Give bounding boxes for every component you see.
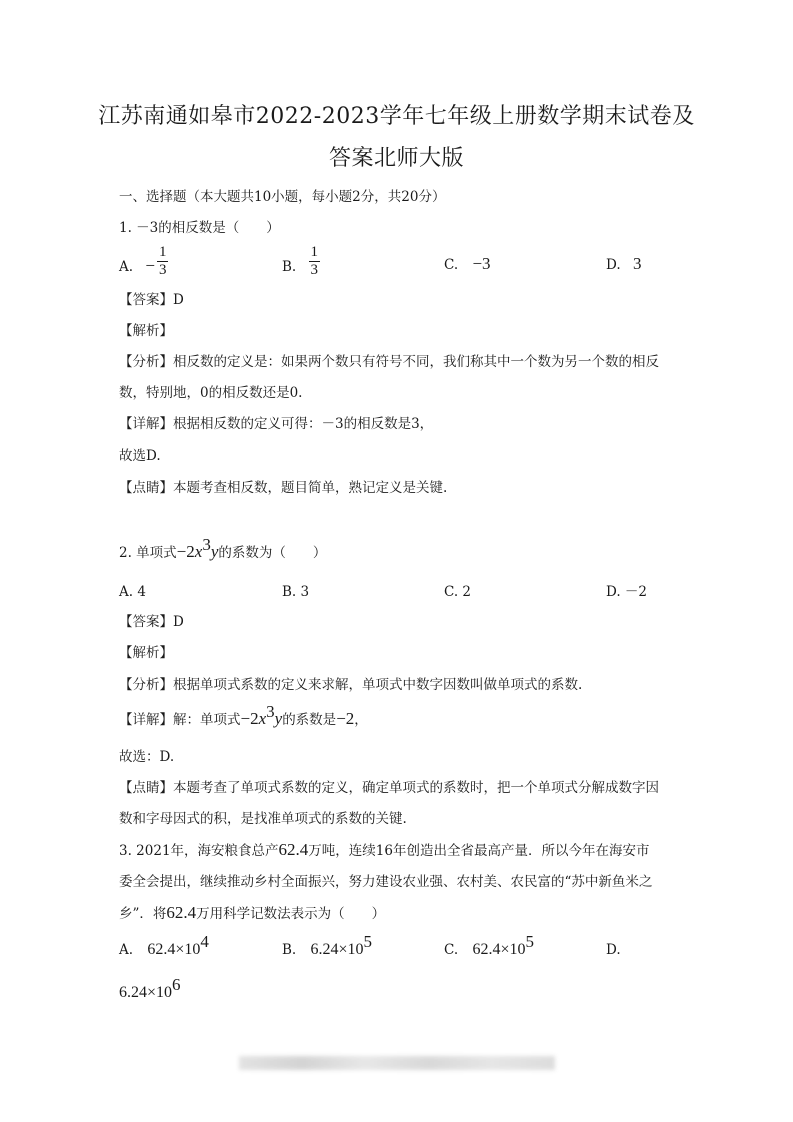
q2-stem-suffix: 的系数为（ ） xyxy=(218,545,327,561)
q3-line-1-number: 62.4 xyxy=(278,840,309,859)
q1-option-a-fraction xyxy=(157,244,169,279)
blurred-watermark xyxy=(239,1056,555,1070)
q2-analysis-heading: 【解析】 xyxy=(119,645,173,661)
q2-detail-coefficient: −2 xyxy=(240,709,259,728)
q2-detail xyxy=(119,702,368,728)
q1-option-b-fraction xyxy=(309,244,321,279)
q2-detail-value: −2 xyxy=(336,709,355,728)
q3-option-c-base: 62.4×10 xyxy=(472,941,526,958)
q2-stem xyxy=(119,535,327,561)
q3-option-d-value xyxy=(119,975,181,1001)
q2-option-a: A. 4 xyxy=(119,584,146,600)
q2-detail-var-y: y xyxy=(274,709,283,728)
q3-line-3 xyxy=(119,905,385,922)
q3-option-c-exponent: 5 xyxy=(525,932,534,951)
q1-analysis-line-2: 数，特别地，0的相反数还是0. xyxy=(119,385,303,401)
q2-detail-exponent: 3 xyxy=(266,702,275,721)
q1-detail: 【详解】根据相反数的定义可得：－3的相反数是3， xyxy=(119,416,434,432)
q1-option-b xyxy=(282,244,320,279)
section-heading: 一、选择题（本大题共10小题，每小题2分，共20分） xyxy=(119,189,446,205)
q1-option-d-value: 3 xyxy=(632,254,642,273)
q2-analysis: 【分析】根据单项式系数的定义来求解，单项式中数字因数叫做单项式的系数. xyxy=(119,677,583,693)
q1-option-a-denominator: 3 xyxy=(158,262,167,278)
q1-option-b-label: B. xyxy=(282,259,297,275)
q2-answer: 【答案】D xyxy=(119,614,184,630)
q1-option-d-label: D. xyxy=(606,257,621,273)
q1-option-c-label: C. xyxy=(444,257,459,273)
q3-option-a-exponent: 4 xyxy=(200,932,209,951)
q2-option-b: B. 3 xyxy=(282,584,310,600)
q3-line-1-prefix: 3. 2021年，海安粮食总产 xyxy=(119,843,279,859)
q2-option-c: C. 2 xyxy=(444,584,472,600)
q3-option-d-base: 6.24×10 xyxy=(119,984,173,1001)
q2-detail-var-x: x xyxy=(258,709,267,728)
q2-detail-suffix: ， xyxy=(354,712,368,728)
q2-option-d: D. －2 xyxy=(606,584,648,600)
q2-stem-prefix: 2. 单项式 xyxy=(119,545,177,561)
q3-option-a-label: A. xyxy=(119,942,134,958)
q1-option-b-numerator: 1 xyxy=(310,244,319,260)
q1-option-c xyxy=(444,256,491,273)
q1-option-a xyxy=(119,244,168,279)
q2-stem-var-x: x xyxy=(194,542,203,561)
q1-stem: 1. －3的相反数是（ ） xyxy=(119,220,280,236)
q3-line-1 xyxy=(119,842,649,859)
q1-option-c-value: −3 xyxy=(472,254,491,273)
page-title-line-1: 江苏南通如皋市2022-2023学年七年级上册数学期末试卷及 xyxy=(98,104,695,129)
q1-answer: 【答案】D xyxy=(119,292,184,308)
q1-option-a-numerator: 1 xyxy=(158,244,167,260)
q3-option-b-base: 6.24×10 xyxy=(310,941,364,958)
q1-choice: 故选D. xyxy=(119,448,161,464)
q3-option-a xyxy=(119,932,209,958)
q2-stem-coefficient: −2 xyxy=(176,542,195,561)
q2-stem-var-y: y xyxy=(210,542,219,561)
q3-line-3-prefix: 乡”．将 xyxy=(119,906,167,922)
q1-option-d xyxy=(606,256,641,273)
q3-line-1-suffix: 万吨，连续16年创造出全省最高产量．所以今年在海安市 xyxy=(308,843,650,859)
q2-detail-prefix: 【详解】解：单项式 xyxy=(119,712,241,728)
q2-stem-exponent: 3 xyxy=(202,535,211,554)
q2-choice: 故选：D. xyxy=(119,749,175,765)
q2-comment-line-2: 数和字母因式的积，是找准单项式的系数的关键. xyxy=(119,811,407,827)
q1-option-a-label: A. xyxy=(119,259,134,275)
q1-analysis-heading: 【解析】 xyxy=(119,323,173,339)
q3-option-c-label: C. xyxy=(444,942,459,958)
q1-option-a-sign: − xyxy=(145,256,155,275)
q3-line-3-number: 62.4 xyxy=(166,903,197,922)
q1-comment: 【点睛】本题考查相反数，题目简单，熟记定义是关键. xyxy=(119,480,448,496)
q3-option-c xyxy=(444,932,534,958)
q3-line-3-suffix: 万用科学记数法表示为（ ） xyxy=(196,906,386,922)
q2-detail-mid: 的系数是 xyxy=(282,712,337,728)
q3-option-d-exponent: 6 xyxy=(172,975,181,994)
page-title-line-2: 答案北师大版 xyxy=(328,146,464,171)
q2-comment-line-1: 【点睛】本题考查了单项式系数的定义，确定单项式的系数时，把一个单项式分解成数字因 xyxy=(119,780,659,796)
q3-option-b xyxy=(282,932,373,958)
q3-option-b-label: B. xyxy=(282,942,297,958)
q3-option-d-label: D. xyxy=(606,942,621,958)
q3-line-2: 委全会提出，继续推动乡村全面振兴，努力建设农业强、农村美、农民富的“苏中新鱼米之 xyxy=(119,874,653,890)
q3-option-a-base: 62.4×10 xyxy=(147,941,201,958)
q1-analysis-line-1: 【分析】相反数的定义是：如果两个数只有符号不同，我们称其中一个数为另一个数的相反 xyxy=(119,354,659,370)
q1-option-b-denominator: 3 xyxy=(310,262,319,278)
q3-option-b-exponent: 5 xyxy=(363,932,373,951)
